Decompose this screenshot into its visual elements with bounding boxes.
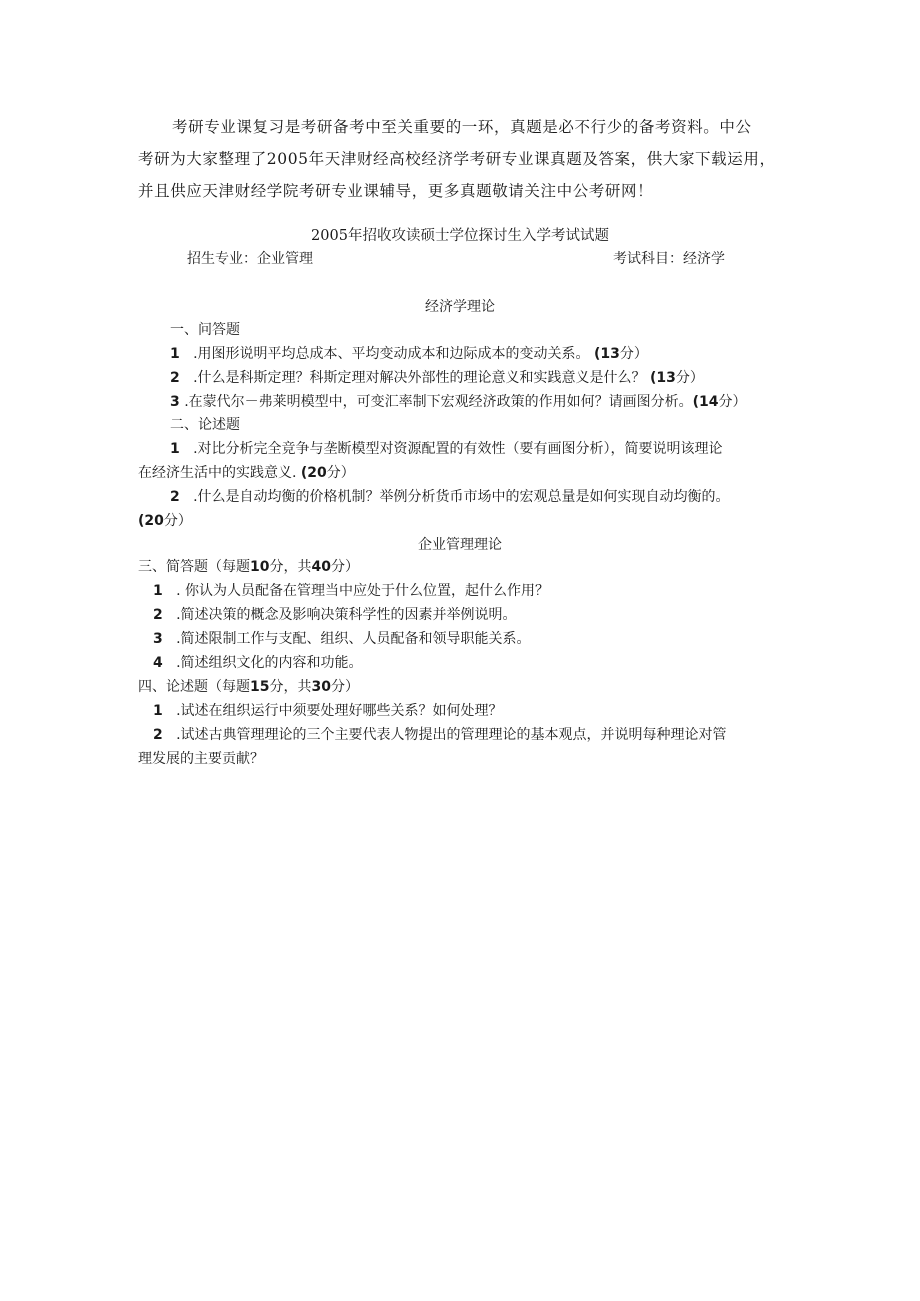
question-3-2: [153, 606, 517, 624]
question-number: 2: [153, 727, 163, 743]
heading-number: 30: [311, 679, 331, 695]
question-4-2: [153, 726, 727, 744]
question-text: .对比分析完全竞争与垄断模型对资源配置的有效性（要有画图分析），简要说明该理论: [193, 441, 723, 457]
heading-number: 15: [250, 679, 270, 695]
heading-text: 三、简答题（每题: [138, 559, 250, 575]
intro-line-3: 并且供应天津财经学院考研专业课辅导，更多真题敬请关注中公考研网！: [138, 182, 654, 200]
question-number: 4: [153, 655, 163, 671]
question-2-2: [170, 488, 730, 506]
question-text: .简述决策的概念及影响决策科学性的因素并举例说明。: [176, 607, 517, 623]
heading-text: 分，共: [269, 559, 312, 575]
question-text: .简述组织文化的内容和功能。: [176, 655, 363, 671]
intro-line-1: 考研专业课复习是考研备考中至关重要的一环，真题是必不行少的备考资料。中公: [172, 118, 752, 136]
question-text: .什么是科斯定理？科斯定理对解决外部性的理论意义和实践意义是什么？: [193, 370, 646, 386]
question-score: (14: [692, 394, 719, 410]
question-number: 2: [153, 607, 163, 623]
heading-number: 10: [250, 559, 270, 575]
section1-heading: 一、问答题: [170, 322, 240, 338]
question-1-2: [170, 369, 704, 387]
question-text: .用图形说明平均总成本、平均变动成本和边际成本的变动关系。: [193, 346, 590, 362]
question-2-2-score: [138, 512, 192, 530]
question-3-1: [153, 582, 549, 600]
question-1-3: [170, 393, 747, 411]
section2-heading: 二、论述题: [170, 417, 240, 433]
question-number: 1: [153, 703, 163, 719]
question-score: (13: [594, 346, 620, 362]
question-4-1: [153, 702, 503, 720]
score-unit: 分）: [718, 394, 747, 410]
question-number: 2: [170, 489, 180, 505]
question-text: .试述古典管理理论的三个主要代表人物提出的管理理论的基本观点，并说明每种理论对管: [176, 727, 727, 743]
question-number: 1: [170, 441, 180, 457]
score-unit: 分）: [326, 465, 355, 481]
heading-text: 分）: [330, 679, 359, 695]
subject-label: 考试科目：经济学: [613, 251, 725, 267]
section4-heading: [138, 678, 359, 696]
question-3-3: [153, 630, 531, 648]
question-text: .在蒙代尔－弗莱明模型中，可变汇率制下宏观经济政策的作用如何？请画图分析。: [184, 394, 693, 410]
score-unit: 分）: [163, 513, 192, 529]
heading-text: 分，共: [269, 679, 312, 695]
heading-number: 40: [311, 559, 331, 575]
question-text: .什么是自动均衡的价格机制？举例分析货币市场中的宏观总量是如何实现自动均衡的。: [193, 489, 730, 505]
question-number: 3: [170, 394, 180, 410]
question-score: (13: [650, 370, 676, 386]
question-2-1-cont: [138, 464, 355, 482]
exam-title: 2005年招收攻读硕士学位探讨生入学考试试题: [311, 228, 609, 244]
major-label: 招生专业：企业管理: [187, 251, 313, 267]
part2-title: 企业管理理论: [418, 537, 502, 553]
question-text: .简述限制工作与支配、组织、人员配备和领导职能关系。: [176, 631, 531, 647]
question-2-1: [170, 440, 723, 458]
section3-heading: [138, 558, 359, 576]
score-unit: 分）: [675, 370, 704, 386]
question-1-1: [170, 345, 648, 363]
intro-line-2: 考研为大家整理了2005年天津财经高校经济学考研专业课真题及答案，供大家下载运用，: [138, 150, 776, 168]
question-score: (20: [300, 465, 327, 481]
question-number: 1: [170, 346, 180, 362]
question-number: 3: [153, 631, 163, 647]
question-number: 2: [170, 370, 180, 386]
question-text: .试述在组织运行中须要处理好哪些关系？如何处理？: [176, 703, 503, 719]
score-unit: 分）: [619, 346, 648, 362]
question-number: 1: [153, 583, 163, 599]
part1-title: 经济学理论: [425, 299, 495, 315]
heading-text: 分）: [330, 559, 359, 575]
question-3-4: [153, 654, 363, 672]
heading-text: 四、论述题（每题: [138, 679, 250, 695]
question-text-cont: 在经济生活中的实践意义.: [138, 465, 297, 481]
question-score: (20: [138, 513, 164, 529]
question-4-2-cont: 理发展的主要贡献？: [138, 751, 264, 767]
question-text: . 你认为人员配备在管理当中应处于什么位置，起什么作用？: [176, 583, 550, 599]
